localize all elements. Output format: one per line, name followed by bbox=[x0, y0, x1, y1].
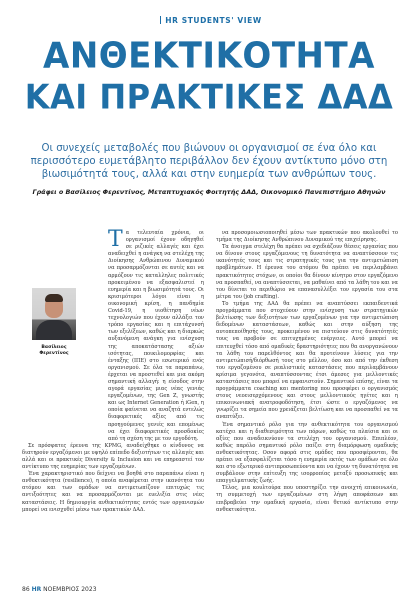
dropcap: Τ bbox=[108, 227, 123, 252]
title-line-1: ΑΝΘΕΚΤΙΚΟΤΗΤΑ bbox=[43, 35, 375, 77]
article-paragraph: α τελευταία χρόνια, οι οργανισμοί έχουν οδηγηθεί σε ριζικές αλλαγές και έχει αναδειχθεί η ανάγκη να στελέχη της Διοίκησης Ανθρώπινου Δυναμικού να προσαρμόζονται σε αυτές και να αρμόζουν τις καταλληλες πολιτικές προκειμένου να εξασφαλιστεί η ευημερία και η βιωσιμότητά τους. Οι κρισιμότεροι λόγοι είναι η οικονομική κρίση, η πανδημία Covid-19, η υιοθέτηση νέων τεχνολογιών που έχουν αλλάξει τον τρόπο εργασίας και η επιτάχυνσή των εξελίξεων, καθώς και η διαρκώς αυξανόμενη ανάγκη για ενίσχυση της αποκατάστασης αξιών ισότητας, ποικιλομορφίας και ένταξης (ΙΠΕ) στο εσωτερικό ενός οργανισμού. Σε όλα τα παραπάνω, έρχεται να προστεθεί και μια ακόμη σημαντική αλλαγή: η είσοδος στην αγορά εργασίας μιας νέας γενιάς εργαζομένων, της Gen Z, γνωστής και ως Internet Generation ή iGen, η οποία φαίνεται να αναζητά εντελώς διαφορετικές αξίες από τις προηγούμενες γενιές και επομένως να έχει διαφορετικές προσδοκίες από τη σχέση της με τον εργοδότη. bbox=[108, 230, 204, 442]
article-paragraph: Ένα σημαντικό ρόλο για την ανθεκτικότητα του οργανισμού κατέχει και η διαθεσιμότητα των πόρων, καθώς τα πλαίσια και οι αξίες που αναδεικνύουν τα στελέχη του οργανισμού. Επιπλέον, καθώς παρόλο σημαντικό ρόλο παίζει στη διαμόρφωση ομαδικής ανθεκτικότητας. Οσον αφορά στις ομάδες που προσφέρονται, θα πρέπει να εξασφαλίζεται τόσο η ευημερία εκτός των ομάδων σε όλο και στο εξωτερικό αντιπροσωπεύοντα και να έχουν τη δυνατότητα να συμβάλουν στην επίτευξη της ισορροπίας μεταξύ προσωπικής και επαγγελματικής ζωής. bbox=[216, 421, 399, 485]
page-footer bbox=[22, 586, 222, 593]
byline: Γράφει ο Βασίλειος Φερεντίνος, Μεταπτυχιακός Φοιτητής ΔΑΔ, Οικονομικό Πανεπιστήμιο Αθηνών bbox=[32, 188, 386, 196]
footer-brand: HR bbox=[31, 586, 42, 593]
article-column-left bbox=[22, 227, 204, 514]
article-paragraph: Ένα χαρακτηριστικό που δείχνει να βοηθά στο παραπάνω είναι η ανθεκτικότητα (resilience), η οποία αναφέρεται στην ικανότητα του ατόμου και των ομάδων να αντιμετωπίζουν επιτυχώς τις αντιξοότητες και να προσαρμόζονται με ευελιξία στις νέες καταστάσεις. Η δημιουργία ανθεκτικότητας εντός των οργανισμών μπορεί να ενισχυθεί μέσω των πρακτικών ΔΑΔ. bbox=[22, 471, 204, 513]
section-label-text: HR STUDENTS' VIEW bbox=[165, 16, 262, 25]
section-label bbox=[0, 16, 418, 25]
author-caption-surname: Φερεντίνος bbox=[39, 351, 69, 356]
header-band bbox=[0, 0, 418, 30]
lead-paragraph: Οι συνεχείς μεταβολές που βιώνουν οι οργανισμοί σε ένα όλο και περισσότερο ευμετάβλητο περιβάλλον δεν έχουν αντίκτυπο μόνο στη βιωσιμότητά τους, αλλά και στην ευημερία των ανθρώπων τους. bbox=[30, 143, 388, 180]
article-paragraph: Σε πρόσφατες έρευνα της KPMG, αναδείχθηκε ο κίνδυνος να διατηρούν εργαζόμενοι με υψηλό επίπεδο δεξιοτήτων τις αλλαγές και αλλά και οι πρακτικές Diversity & Inclusion και να επηρεαστεί τον αντίκτυπο της ευημερίας των εργαζομένων. bbox=[22, 442, 204, 471]
title-line-2: ΚΑΙ ΠΡΑΚΤΙΚΕΣ ΔΑΔ bbox=[24, 77, 394, 117]
article-paragraph: Το τμήμα της ΔΑΔ θα πρέπει να αναπτύσσει εκπαιδευτικά προγράμματα που στοχεύουν στην ενίσχυση των στρατηγικών βελτίωσης των δεξιοτήτων των εργαζομένων για την αντιμετώπιση δεδομένων καταστάσεων, καθώς και στην αύξηση της αυτοπεποίθησής τους, προκειμένου να πιστεύουν στις δυνατότητές τους να προβούν σε επιτυχημένες ενέργειες. Αυτό μπορεί να επιτευχθεί τόσο από ομαδικές δραστηριότητες που θα ανοργανώνουν τα λάθη του παρελθόντος και θα προτείνουν λύσεις για την αντιμετώπισή/διόρθωσή τους στο μέλλον, όσο και από την έκθεση του εργαζομένου σε ρεαλιστικές καταστάσεις που περιλαμβάνουν κρίσιμα γεγονότα, αναπτύσσοντας έτσι άμεσες για μελλοντικές καταστάσεις που μπορεί να εμφανιστούν. Σημαντικό επίσης, είναι τα προγράμματα coaching και mentoring που προσφέρει ο οργανισμός στους νεοεισερχόμενους και στους μελλοντικούς ηγέτες και η επικοινωνιακή ανατροφοδότηση, έτσι ώστε ο εργαζόμενος να γνωρίζει τα σημεία που χρειάζεται βελτίωση και να προσπαθεί να τα αναπτύξει. bbox=[216, 300, 398, 421]
article-paragraph: να προσομοιωσιοποιηθεί μέσω των πρακτικών που ακολουθεί το τμήμα της Διοίκησης Ανθρώπινου Δυναμικού της επιχείρησης. bbox=[216, 230, 398, 244]
section-label-divider bbox=[160, 16, 161, 24]
article-paragraph: Τα άνοιγμα στελέχη θα πρέπει να σχεδιάζουν θέσεις εργασίας που να δίνουν στους εργαζόμενους τη δυνατότητα να αναπτύσσουν τις ικανότητές τους και τις στρατηγικές τους για την αντιμετώπιση προβλημάτων. Η έρευνα του ατόμου θα πρέπει να περιλαμβάνει πρακτικότητες στόχων, οι οποίοι θα δίνουν κίνητρο στον εργαζόμενο να προσπαθεί, να αναπτύσσεται, να μαθαίνει από τα λάθη του και να του δίνεται το περιθώριο να επανασυλλέξει τον εργασία του στα μέτρα του (job crafting). bbox=[216, 244, 398, 300]
issue-date: ΝΟΕΜΒΡΙΟΣ 2023 bbox=[43, 586, 97, 593]
article-paragraph: Τέλος, μια κουλτούρα που υποστηρίζει την ανοιχτή επικοινωνία, τη συμμετοχή των εργαζομένων στη λήψη αποφάσεων και επιβραβεύει την ομαδική εργασία, είναι θετικό αντίκτυπο στην ανθεκτικότητα. bbox=[216, 485, 398, 513]
page-number: 86 bbox=[22, 586, 30, 593]
author-caption-name: Βασίλειος bbox=[41, 345, 67, 350]
article-column-right bbox=[216, 230, 398, 514]
dropcap-wrap bbox=[108, 227, 204, 443]
